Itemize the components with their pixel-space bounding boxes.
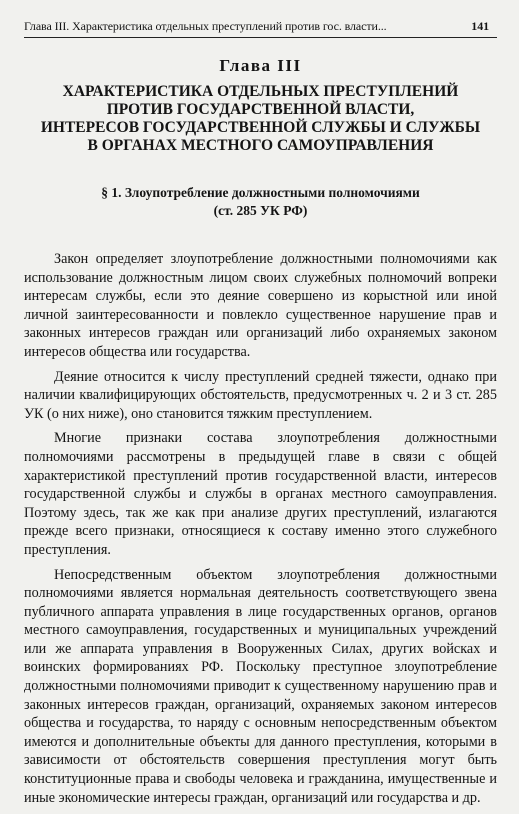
chapter-title bbox=[24, 83, 497, 155]
paragraph: Непосредственным объектом злоупотребления должностными полномочиями является нормальная деятельность соответствующего звена публичного аппарата управления в лице государственных органов, органов местного самоуправления, государственных и муниципальных учреждений или же аппарата управления в Вооруженных Силах, других войсках и воинских формированиях РФ. Поскольку преступное злоупотребление должностными полномочиями приводит к существенному нарушению прав и законных интересов граждан, организаций, охраняемых законом интересов общества и государства, то наряду с основным непосредственным объектом имеются и дополнительные объекты для данного преступления, которыми в зависимости от обстоятельств совершения преступления могут быть конституционные права и свободы человека и гражданина, имущественные и иные экономические интересы граждан, организаций или государства и др. bbox=[24, 566, 497, 806]
page-number: 141 bbox=[471, 19, 489, 33]
chapter-title-line: ИНТЕРЕСОВ ГОСУДАРСТВЕННОЙ СЛУЖБЫ И СЛУЖБЫ bbox=[40, 119, 481, 136]
section-heading bbox=[24, 184, 497, 220]
chapter-title-line: ПРОТИВ ГОСУДАРСТВЕННОЙ ВЛАСТИ, bbox=[106, 101, 415, 118]
paragraph: Закон определяет злоупотребление должностными полномочиями как использование должностным лицом своих служебных полномочий вопреки интересам службы, если это деяние совершено из корыстной или иной личной заинтересованности и повлекло существенное нарушение прав и законных интересов граждан или организаций либо охраняемых законом интересов общества или государства. bbox=[24, 251, 497, 360]
body-text bbox=[24, 250, 497, 807]
section-subtitle: (ст. 285 УК РФ) bbox=[213, 203, 308, 218]
running-header bbox=[24, 0, 497, 38]
chapter-label: Глава III bbox=[219, 56, 302, 75]
paragraph: Деяние относится к числу преступлений средней тяжести, однако при наличии квалифицирующих обстоятельств, предусмотренных ч. 2 и 3 ст. 285 УК (о них ниже), оно становится тяжким преступлением. bbox=[24, 368, 497, 422]
running-title: Глава III. Характеристика отдельных преступлений против гос. власти... bbox=[24, 19, 387, 33]
chapter-title-line: ХАРАКТЕРИСТИКА ОТДЕЛЬНЫХ ПРЕСТУПЛЕНИЙ bbox=[62, 83, 459, 100]
chapter-title-line: В ОРГАНАХ МЕСТНОГО САМОУПРАВЛЕНИЯ bbox=[87, 137, 434, 154]
paragraph: Многие признаки состава злоупотребления должностными полномочиями рассмотрены в предыдущей главе в связи с общей характеристикой преступлений против государственной власти, интересов государственной службы и службы в органах местного самоуправления. Поэтому здесь, так же как при анализе других преступлений, излагаются прежде всего признаки, относящиеся к составу именно этого служебного преступления. bbox=[24, 430, 497, 558]
section-title: § 1. Злоупотребление должностными полномочиями bbox=[101, 185, 420, 200]
